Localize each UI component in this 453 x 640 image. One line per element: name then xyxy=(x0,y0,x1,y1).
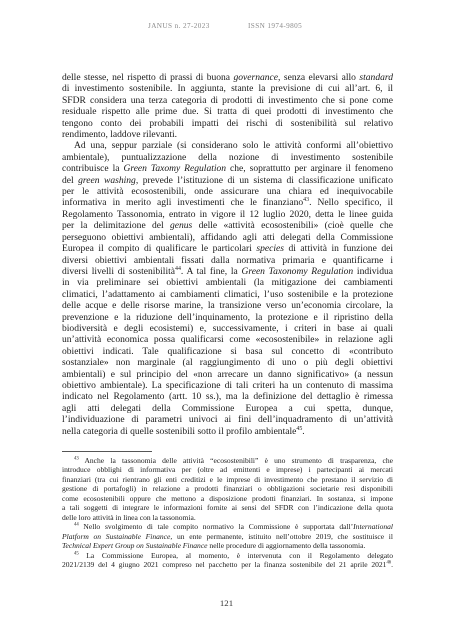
body-line: Europea il compito di qualificare le particolari species di attività in funzione dei xyxy=(62,243,393,255)
footnote-line: $^{43}$ Anche la tassonomia delle attività “ecosostenibili” è uno strumento di trasparenza, che xyxy=(74,456,393,465)
footnote-line: finanziari (tra cui rientrano gli enti creditizi e le imprese di investimento che prestano il servizio di xyxy=(62,474,393,484)
body-line: per la delimitazione del genus delle «attività ecosostenibili» (cioè quelle che xyxy=(62,220,393,232)
body-line: residuale rispetto alle prime due. Si tratta di quei prodotti di investimento che xyxy=(62,106,393,118)
body-line: biodiversità e degli ecosistemi) e, successivamente, i criteri in base ai quali xyxy=(62,322,393,334)
body-line: in via preliminare sei obiettivi ambientali (la mitigazione dei cambiamenti xyxy=(62,277,393,289)
body-line: indicato nel Regolamento (artt. 10 ss.), ma la definizione del dettaglio è rimessa xyxy=(62,391,393,403)
body-line: del green washing, prevede l’istituzione di un sistema di classificazione unificato xyxy=(62,174,393,186)
body-line: ambientali) e sul principio del «non arrecare un danno significativo» (a nessun xyxy=(62,368,393,380)
main-text xyxy=(62,72,393,437)
body-line: sostanziale» non marginale (al raggiungimento di uno o più degli obiettivi xyxy=(62,357,393,369)
body-line: Regolamento Tassonomia, entrato in vigore il 12 luglio 2020, detta le linee guida xyxy=(62,208,393,220)
body-line: rendimento, laddove rilevanti. xyxy=(62,129,178,141)
body-line: obiettivo ambientale). La specificazione di tali criteri ha un contenuto di massima xyxy=(62,379,393,391)
body-line: l’individuazione di parametri univoci ai fini dell’inquadramento di un’attività xyxy=(62,414,393,426)
body-line: per le attività ecosostenibili, onde assicurare una chiara ed inequivocabile xyxy=(62,186,393,198)
body-line: climatici, l’adattamento ai cambiamenti climatici, l’uso sostenibile e la protezione xyxy=(62,288,393,300)
footnote-line: come ecosostenibili oppure che mettono a disposizione prodotti finanziari. In sostanza, si impone xyxy=(62,493,393,503)
body-line: di investimento sostenibile. In aggiunta, stante la previsione di cui all’art. 6, il xyxy=(62,83,393,95)
footnote-line: 2021/2139 del 4 giugno 2021 compreso nel pacchetto per la finanza sostenibile del 21 aprile 2021$^{46}$. xyxy=(62,559,393,569)
footnote-line: $^{44}$ Nello svolgimento di tale compito normativo la Commissione è supportata dall’International xyxy=(74,522,393,532)
body-line: nella categoria di quelle sostenibili sotto il profilo ambientale$^{45}$. xyxy=(62,425,305,437)
body-line: Ad una, seppur parziale (si considerano solo le attività conformi all’obiettivo xyxy=(74,140,393,152)
footnote-separator xyxy=(62,451,152,452)
footnote-line: introduce obblighi di informativa per (oltre ad emittenti e imprese) i partecipanti ai mercati xyxy=(62,465,393,475)
footnote-line: delle loro attività in linea con la tassonomia. xyxy=(62,512,196,522)
body-line: diversi obiettivi ambientali fissati dalla normativa primaria e quantificarne i xyxy=(62,254,393,266)
body-line: informativa in merito agli investimenti che le finanziano$^{43}$. Nello specifico, il xyxy=(62,197,393,209)
footnote-line: gestione di portafogli) in relazione a prodotti finanziari o obbligazioni societarie resi disponibili xyxy=(62,484,393,494)
body-line: tengono conto dei probabili impatti dei rischi di sostenibilità sul relativo xyxy=(62,117,393,129)
page-number: 121 xyxy=(219,598,234,608)
footnotes xyxy=(62,456,393,569)
body-line: diversi livelli di sostenibilità$^{44}$. A tal fine, la Green Taxonomy Regulation individua xyxy=(62,265,393,277)
footnote-line: Platform on Sustainable Finance, un ente permanente, istituito nell’ottobre 2019, che sostituisce il xyxy=(62,531,393,541)
body-line: agli atti delegati della Commissione Europea a cui spetta, dunque, xyxy=(62,402,393,414)
footnote-line: a tali soggetti di integrare le informazioni fornite ai sensi del SFDR con l’indicazione della quota xyxy=(62,503,393,513)
body-line: un’attività economica possa qualificarsi come «ecosostenibile» in relazione agli xyxy=(62,334,393,346)
body-line: ambientale), puntualizzazione della nozione di investimento sostenibile xyxy=(62,151,393,163)
footnote-line: Technical Expert Group on Sustainable Finance nelle procedure di aggiornamento della tassonomia. xyxy=(62,541,366,551)
body-line: delle acque e delle risorse marine, la transizione verso un’economia circolare, la xyxy=(62,300,393,312)
body-line: perseguono obiettivi ambientali), affidando agli atti delegati della Commissione xyxy=(62,231,393,243)
journal-issue: JANUS n. 27-2023 xyxy=(148,22,210,30)
body-line: contribuisce la Green Taxomy Regulation che, soprattutto per arginare il fenomeno xyxy=(62,163,393,175)
body-line: obiettivi indicati. Tale qualificazione si basa sul concetto di «contributo xyxy=(62,345,393,357)
issn-label: ISSN 1974-9805 xyxy=(248,22,303,30)
footnote-line: $^{45}$ La Commissione Europea, al momento, è intervenuta con il Regolamento delegato xyxy=(74,550,393,560)
body-line: delle stesse, nel rispetto di prassi di buona governance, senza elevarsi allo standard xyxy=(62,72,394,83)
body-line: SFDR considera una terza categoria di prodotti di investimento che si pone come xyxy=(62,94,393,106)
running-header xyxy=(0,22,453,34)
body-line: prevenzione e la riduzione dell’inquinamento, la protezione e il ripristino della xyxy=(62,311,393,323)
